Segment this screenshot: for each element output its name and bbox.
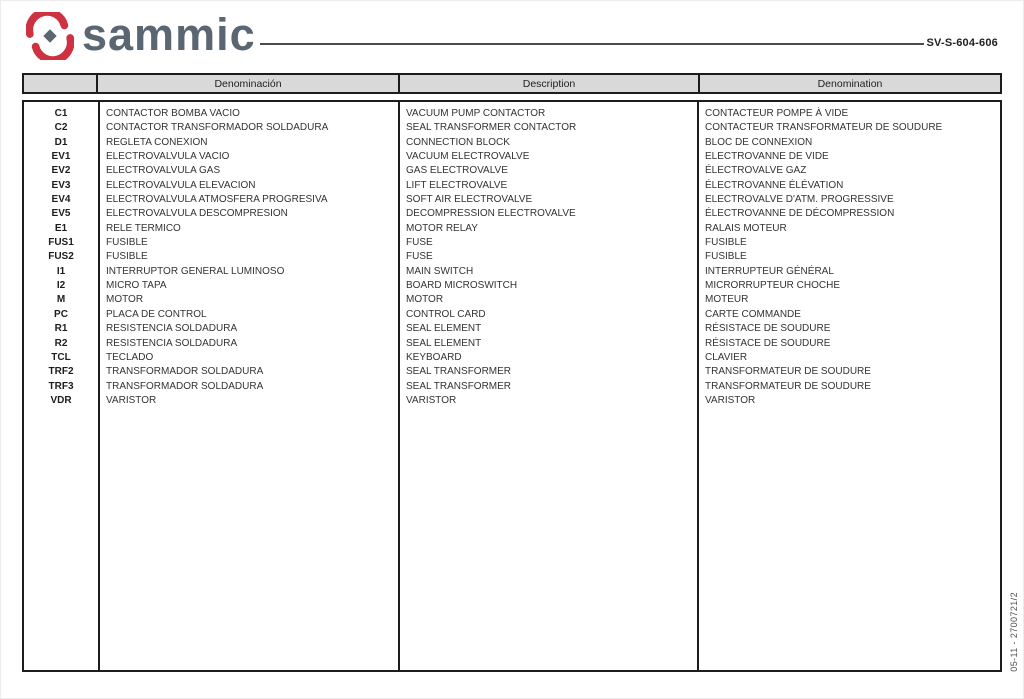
cell-fr: CONTACTEUR TRANSFORMATEUR DE SOUDURE — [705, 122, 943, 134]
cell-code: EV4 — [51, 194, 71, 206]
cell-fr: INTERRUPTEUR GÉNÉRAL — [705, 265, 834, 277]
cell-code: E1 — [54, 222, 68, 234]
header-rule — [260, 43, 924, 45]
denominacion-column — [98, 102, 398, 670]
cell-fr: MICRORRUPTEUR CHOCHE — [705, 280, 840, 292]
cell-fr: ÉLECTROVALVE GAZ — [705, 165, 807, 177]
cell-es: MOTOR — [106, 294, 144, 306]
cell-fr: BLOC DE CONNEXION — [705, 136, 813, 148]
cell-fr: RÉSISTACE DE SOUDURE — [705, 323, 831, 335]
cell-en: DECOMPRESSION ELECTROVALVE — [406, 208, 576, 220]
cell-fr: ELECTROVALVE D'ATM. PROGRESSIVE — [705, 194, 894, 206]
cell-es: ELECTROVALVULA ATMOSFERA PROGRESIVA — [106, 194, 328, 206]
cell-code: VDR — [50, 394, 72, 406]
cell-code: R2 — [54, 337, 68, 349]
cell-fr: CLAVIER — [705, 351, 748, 363]
cell-code: D1 — [54, 136, 68, 148]
cell-code: TRF3 — [48, 380, 74, 392]
legend-table-header — [22, 73, 1002, 94]
cell-code: TCL — [51, 351, 71, 363]
brand-logo — [26, 8, 256, 60]
cell-code: C1 — [54, 108, 68, 119]
header-code — [22, 73, 98, 94]
cell-en: VARISTOR — [406, 394, 457, 406]
header-description: Description — [400, 73, 700, 94]
cell-es: TRANSFORMADOR SOLDADURA — [106, 380, 264, 392]
brand-name: sammic — [82, 8, 256, 60]
cell-es: TECLADO — [106, 351, 154, 363]
denomination-column — [697, 102, 1000, 670]
cell-en: VACUUM ELECTROVALVE — [406, 151, 530, 163]
cell-es: ELECTROVALVULA ELEVACION — [106, 179, 256, 191]
cell-code: FUS2 — [48, 251, 74, 263]
cell-en: FUSE — [406, 251, 433, 263]
cell-code: EV5 — [51, 208, 71, 220]
cell-es: REGLETA CONEXION — [106, 136, 208, 148]
cell-es: FUSIBLE — [106, 237, 148, 249]
cell-fr: FUSIBLE — [705, 237, 747, 249]
cell-en: GAS ELECTROVALVE — [406, 165, 508, 177]
cell-fr: CONTACTEUR POMPE À VIDE — [705, 108, 849, 119]
cell-es: RESISTENCIA SOLDADURA — [106, 323, 238, 335]
cell-es: PLACA DE CONTROL — [106, 308, 207, 320]
cell-es: RESISTENCIA SOLDADURA — [106, 337, 238, 349]
cell-es: ELECTROVALVULA VACIO — [106, 151, 230, 163]
cell-en: SEAL TRANSFORMER — [406, 366, 512, 378]
cell-code: R1 — [54, 323, 68, 335]
cell-es: FUSIBLE — [106, 251, 148, 263]
code-column — [24, 102, 98, 670]
cell-fr: RÉSISTACE DE SOUDURE — [705, 337, 831, 349]
cell-fr: TRANSFORMATEUR DE SOUDURE — [705, 380, 871, 392]
cell-es: MICRO TAPA — [106, 280, 167, 292]
cell-fr: ELECTROVANNE DE VIDE — [705, 151, 829, 163]
cell-code: M — [56, 294, 66, 306]
cell-en: SEAL TRANSFORMER CONTACTOR — [406, 122, 577, 134]
cell-fr: ÉLECTROVANNE ÉLÉVATION — [705, 179, 844, 191]
cell-en: MAIN SWITCH — [406, 265, 474, 277]
sammic-s-icon — [26, 12, 74, 60]
cell-es: ELECTROVALVULA GAS — [106, 165, 221, 177]
cell-code: PC — [54, 308, 68, 320]
cell-en: SEAL ELEMENT — [406, 323, 482, 335]
cell-en: SEAL TRANSFORMER — [406, 380, 512, 392]
cell-fr: FUSIBLE — [705, 251, 747, 263]
cell-code: I2 — [56, 280, 66, 292]
cell-es: RELE TERMICO — [106, 222, 181, 234]
cell-en: BOARD MICROSWITCH — [406, 280, 518, 292]
cell-fr: CARTE COMMANDE — [705, 308, 801, 320]
cell-fr: ÉLECTROVANNE DE DÉCOMPRESSION — [705, 208, 895, 220]
cell-fr: VARISTOR — [705, 394, 756, 406]
cell-en: VACUUM PUMP CONTACTOR — [406, 108, 546, 119]
header-denominacion: Denominación — [98, 73, 400, 94]
cell-en: SOFT AIR ELECTROVALVE — [406, 194, 533, 206]
cell-en: MOTOR — [406, 294, 444, 306]
cell-code: EV1 — [51, 151, 71, 163]
cell-en: SEAL ELEMENT — [406, 337, 482, 349]
legend-table-body — [22, 100, 1002, 672]
cell-en: MOTOR RELAY — [406, 222, 478, 234]
cell-es: CONTACTOR BOMBA VACIO — [106, 108, 240, 119]
cell-en: CONNECTION BLOCK — [406, 136, 510, 148]
cell-code: FUS1 — [48, 237, 74, 249]
cell-en: LIFT ELECTROVALVE — [406, 179, 508, 191]
cell-es: TRANSFORMADOR SOLDADURA — [106, 366, 264, 378]
side-reference-note: 05-11 - 2700721/2 — [1009, 592, 1019, 672]
cell-fr: TRANSFORMATEUR DE SOUDURE — [705, 366, 871, 378]
cell-es: ELECTROVALVULA DESCOMPRESION — [106, 208, 288, 220]
document-reference: SV-S-604-606 — [926, 37, 998, 49]
cell-es: VARISTOR — [106, 394, 157, 406]
cell-fr: MOTEUR — [705, 294, 749, 306]
cell-es: INTERRUPTOR GENERAL LUMINOSO — [106, 265, 285, 277]
cell-en: CONTROL CARD — [406, 308, 486, 320]
cell-code: C2 — [54, 122, 68, 134]
cell-en: KEYBOARD — [406, 351, 462, 363]
cell-en: FUSE — [406, 237, 433, 249]
cell-fr: RALAIS MOTEUR — [705, 222, 787, 234]
cell-code: EV2 — [51, 165, 71, 177]
header-denomination: Denomination — [700, 73, 1002, 94]
cell-code: TRF2 — [48, 366, 74, 378]
description-column — [398, 102, 697, 670]
cell-es: CONTACTOR TRANSFORMADOR SOLDADURA — [106, 122, 329, 134]
cell-code: EV3 — [51, 179, 71, 191]
cell-code: I1 — [56, 265, 66, 277]
